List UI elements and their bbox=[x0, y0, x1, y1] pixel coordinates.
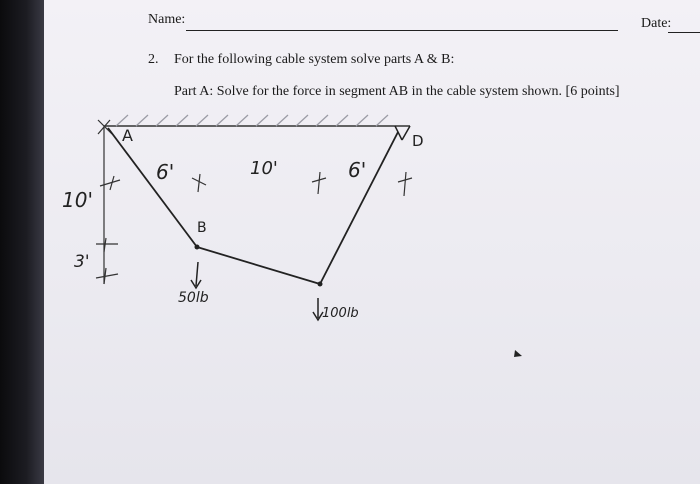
pen-mark bbox=[514, 350, 522, 357]
ceiling-hatching bbox=[116, 115, 388, 126]
name-label: Name: bbox=[148, 12, 186, 27]
label-point-d: D bbox=[412, 132, 424, 150]
part-a-text: Part A: Solve for the force in segment AB in the cable system shown. [6 points] bbox=[174, 84, 620, 99]
tick-6-right-cross bbox=[404, 172, 406, 196]
tick-bottom bbox=[96, 274, 118, 278]
problem-statement: For the following cable system solve parts A & B: bbox=[174, 52, 455, 67]
support-d-left bbox=[395, 126, 402, 140]
date-label: Date: bbox=[641, 16, 672, 31]
support-d-right bbox=[402, 126, 410, 140]
joint-b bbox=[195, 245, 200, 250]
cable-segment-cd bbox=[320, 132, 398, 284]
tick-level-a bbox=[100, 180, 120, 186]
dim-6-left: 6' bbox=[156, 160, 175, 184]
cable-segment-bc bbox=[197, 247, 320, 284]
cable-segment-ab bbox=[108, 128, 197, 247]
dim-6-right: 6' bbox=[348, 158, 367, 182]
load-label-b: 50lb bbox=[178, 290, 209, 306]
load-label-c: 100lb bbox=[322, 306, 359, 321]
load-arrow-b-shaft bbox=[196, 262, 198, 286]
dim-3-vertical: 3' bbox=[74, 252, 90, 272]
problem-number: 2. bbox=[148, 52, 159, 67]
dim-10-mid: 10' bbox=[250, 158, 278, 179]
joint-c bbox=[318, 282, 323, 287]
dim-10-vertical: 10' bbox=[62, 188, 93, 212]
label-point-b: B bbox=[197, 220, 207, 236]
label-point-a: A bbox=[122, 126, 133, 145]
